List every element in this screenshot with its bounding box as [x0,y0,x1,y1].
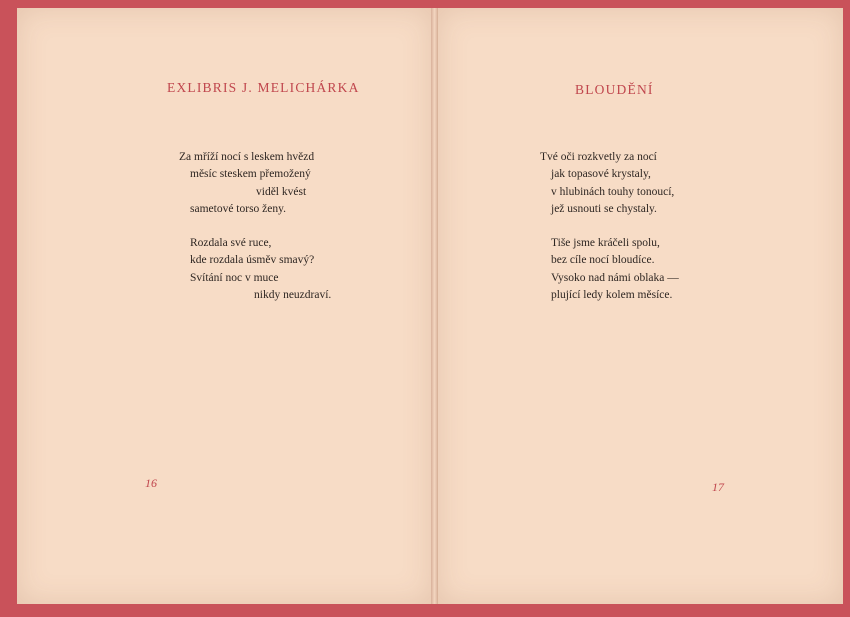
right-poem [540,149,679,304]
left-poem [179,149,331,304]
right-page [437,8,843,604]
poem-line: bez cíle nocí bloudíce. [551,254,655,267]
poem-line: Tvé oči rozkvetly za nocí [540,151,657,163]
poem-line: v hlubinách touhy tonoucí, [551,185,675,198]
poem-line: jak topasové krystaly, [551,168,651,181]
poem-line: kde rozdala úsměv smavý? [190,254,315,267]
poem-line: nikdy neuzdraví. [254,289,332,302]
poem-line: Tiše jsme kráčeli spolu, [551,237,660,250]
poem-line: Za mříží nocí s leskem hvězd [179,151,315,163]
poem-line: sametové torso ženy. [190,202,287,215]
poem-line: měsíc steskem přemožený [190,168,311,181]
poem-line: Svítání noc v muce [190,271,279,284]
left-page [17,8,433,604]
left-page-title: EXLIBRIS J. MELICHÁRKA [167,80,360,95]
page-number-left: 16 [145,476,157,490]
right-page-title: BLOUDĚNÍ [575,82,654,97]
poem-line: viděl kvést [256,185,307,198]
poem-line: Rozdala své ruce, [190,237,272,250]
poem-line: plující ledy kolem měsíce. [551,289,673,302]
page-number-right: 17 [712,480,724,494]
poem-line: jež usnouti se chystaly. [551,202,657,215]
poem-line: Vysoko nad námi oblaka — [551,271,679,284]
